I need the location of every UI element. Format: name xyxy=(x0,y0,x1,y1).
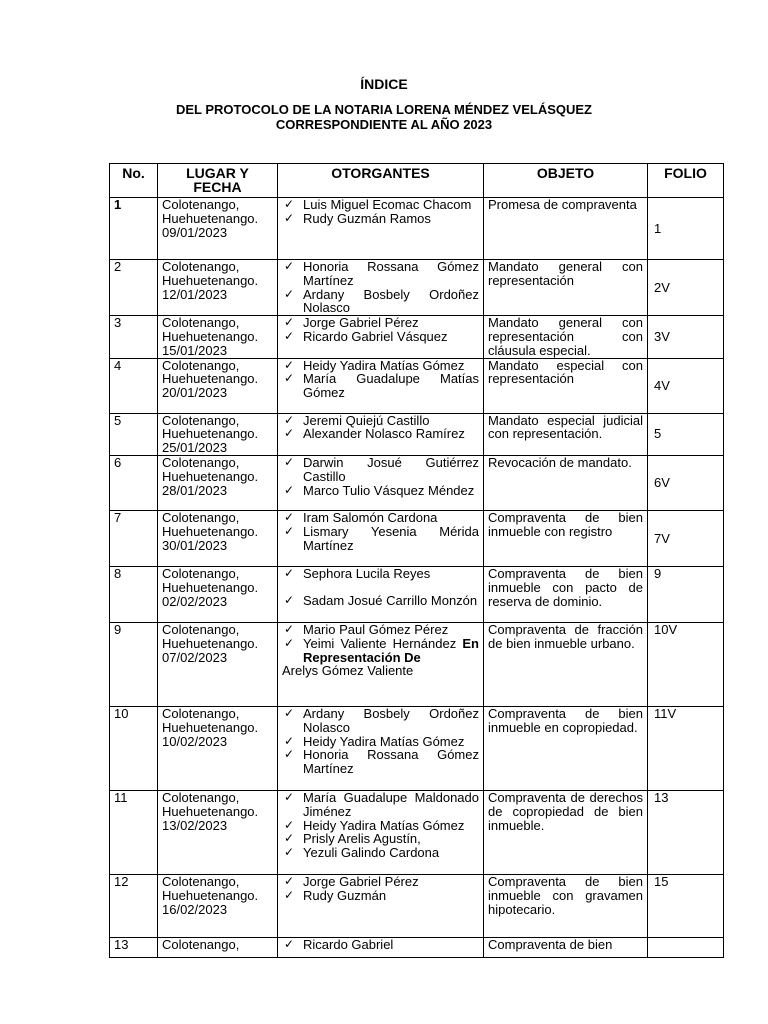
lugar-date: 13/02/2023 xyxy=(162,817,228,833)
table-row xyxy=(110,260,724,316)
cell-folio: 4V xyxy=(648,358,724,413)
checkmark-icon: ✓ xyxy=(284,509,295,524)
cell-lugar-fecha xyxy=(158,937,278,957)
lugar-dept: Huehuetenango. xyxy=(162,887,259,903)
lugar-date: 02/02/2023 xyxy=(162,593,228,609)
cell-folio: 2V xyxy=(648,260,724,316)
lugar-date: 15/01/2023 xyxy=(162,342,228,358)
lugar-place: Colotenango, xyxy=(162,621,240,637)
otorgantes-list xyxy=(282,567,479,608)
otorgante-item xyxy=(282,594,479,608)
otorgante-item xyxy=(282,819,479,833)
checkmark-icon: ✓ xyxy=(284,845,295,860)
otorgante-name: Jeremi Quiejú Castillo xyxy=(303,412,430,428)
checkmark-icon: ✓ xyxy=(284,592,295,607)
checkmark-icon: ✓ xyxy=(284,565,295,580)
otorgante-name: Honoria Rossana Gómez Martínez xyxy=(303,259,479,288)
lugar-dept: Huehuetenango. xyxy=(162,635,259,651)
otorgante-name: Heidy Yadira Matías Gómez xyxy=(303,733,465,749)
otorgante-item xyxy=(282,889,479,903)
document-subtitle xyxy=(0,102,768,132)
document-title: ÍNDICE xyxy=(360,76,408,92)
cell-folio: 3V xyxy=(648,316,724,358)
checkmark-icon: ✓ xyxy=(284,789,295,804)
cell-lugar-fecha xyxy=(158,316,278,358)
checkmark-icon: ✓ xyxy=(284,621,295,636)
cell-lugar-fecha xyxy=(158,260,278,316)
header-no: No. xyxy=(110,164,158,198)
otorgante-item xyxy=(282,198,479,212)
cell-number: 5 xyxy=(110,413,158,455)
checkmark-icon: ✓ xyxy=(284,936,295,951)
lugar-place: Colotenango, xyxy=(162,197,240,212)
otorgante-name: Alexander Nolasco Ramírez xyxy=(303,426,465,442)
cell-lugar-fecha xyxy=(158,874,278,937)
lugar-place: Colotenango, xyxy=(162,412,240,428)
otorgantes-list xyxy=(282,938,479,952)
cell-objeto: Revocación de mandato. xyxy=(484,455,648,510)
otorgante-item xyxy=(282,316,479,330)
cell-folio: 9 xyxy=(648,566,724,622)
cell-objeto: Promesa de compraventa xyxy=(484,198,648,260)
otorgante-name: María Guadalupe Maldonado Jiménez xyxy=(303,789,479,819)
lugar-dept: Huehuetenango. xyxy=(162,328,259,344)
cell-number: 6 xyxy=(110,455,158,510)
subtitle-line-2: CORRESPONDIENTE AL AÑO 2023 xyxy=(275,117,493,132)
otorgante-item xyxy=(282,511,479,525)
checkmark-icon: ✓ xyxy=(284,747,295,762)
table-row xyxy=(110,790,724,874)
table-row xyxy=(110,874,724,937)
cell-folio: 5 xyxy=(648,413,724,455)
otorgante-item xyxy=(282,748,479,776)
lugar-date: 09/01/2023 xyxy=(162,224,228,240)
header-lugar-fecha: LUGAR Y FECHA xyxy=(158,164,278,198)
cell-folio: 6V xyxy=(648,455,724,510)
cell-number: 1 xyxy=(110,198,158,260)
lugar-date: 30/01/2023 xyxy=(162,537,228,553)
lugar-place: Colotenango, xyxy=(162,509,240,525)
cell-otorgantes xyxy=(278,937,484,957)
otorgante-item xyxy=(282,623,479,637)
cell-otorgantes xyxy=(278,198,484,260)
otorgante-name: Heidy Yadira Matías Gómez xyxy=(303,357,465,373)
table-row xyxy=(110,198,724,260)
lugar-dept: Huehuetenango. xyxy=(162,210,259,226)
header-folio: FOLIO xyxy=(648,164,724,198)
lugar-dept: Huehuetenango. xyxy=(162,523,259,539)
checkmark-icon: ✓ xyxy=(284,523,295,538)
lugar-dept: Huehuetenango. xyxy=(162,468,259,484)
cell-objeto: Compraventa de fracción de bien inmueble urbano. xyxy=(484,622,648,706)
cell-otorgantes xyxy=(278,566,484,622)
checkmark-icon: ✓ xyxy=(284,635,295,650)
otorgante-name: Sadam Josué Carrillo Monzón xyxy=(303,592,478,608)
otorgante-item xyxy=(282,414,479,428)
otorgantes-list xyxy=(282,198,479,226)
otorgante-item xyxy=(282,791,479,819)
lugar-date: 12/01/2023 xyxy=(162,286,228,302)
checkmark-icon: ✓ xyxy=(284,371,295,386)
lugar-dept: Huehuetenango. xyxy=(162,803,259,819)
cell-folio xyxy=(648,937,724,957)
lugar-place: Colotenango, xyxy=(162,705,240,721)
table-row xyxy=(110,358,724,413)
cell-otorgantes xyxy=(278,413,484,455)
cell-otorgantes xyxy=(278,790,484,874)
lugar-dept: Huehuetenango. xyxy=(162,426,259,442)
table-row xyxy=(110,510,724,566)
lugar-place: Colotenango, xyxy=(162,315,240,331)
otorgantes-list xyxy=(282,359,479,400)
otorgante-item xyxy=(282,707,479,735)
checkmark-icon: ✓ xyxy=(284,705,295,720)
table-row xyxy=(110,316,724,358)
cell-number: 3 xyxy=(110,316,158,358)
cell-number: 11 xyxy=(110,790,158,874)
representation-label: En Representación De xyxy=(303,635,479,665)
otorgante-name: María Guadalupe Matías Gómez xyxy=(303,371,479,401)
cell-number: 8 xyxy=(110,566,158,622)
checkmark-icon: ✓ xyxy=(284,482,295,497)
cell-otorgantes xyxy=(278,874,484,937)
header-objeto: OBJETO xyxy=(484,164,648,198)
otorgantes-list xyxy=(282,511,479,552)
lugar-place: Colotenango, xyxy=(162,789,240,805)
checkmark-icon: ✓ xyxy=(284,426,295,441)
cell-lugar-fecha xyxy=(158,358,278,413)
otorgante-item xyxy=(282,484,479,498)
otorgante-item xyxy=(282,846,479,860)
otorgante-item xyxy=(282,288,479,316)
otorgante-name: Ardany Bosbely Ordoñez Nolasco xyxy=(303,705,479,735)
lugar-place: Colotenango, xyxy=(162,936,240,952)
checkmark-icon: ✓ xyxy=(284,286,295,301)
table-row xyxy=(110,455,724,510)
otorgante-item xyxy=(282,456,479,484)
checkmark-icon: ✓ xyxy=(284,328,295,343)
lugar-place: Colotenango, xyxy=(162,565,240,581)
checkmark-icon: ✓ xyxy=(284,357,295,372)
cell-lugar-fecha xyxy=(158,706,278,790)
checkmark-icon: ✓ xyxy=(284,197,295,211)
cell-objeto: Mandato especial con representación xyxy=(484,358,648,413)
otorgante-item xyxy=(282,330,479,344)
checkmark-icon: ✓ xyxy=(284,817,295,832)
otorgantes-list xyxy=(282,316,479,344)
otorgante-name: Mario Paul Gómez Pérez xyxy=(303,621,449,637)
table-row xyxy=(110,706,724,790)
cell-otorgantes xyxy=(278,706,484,790)
cell-lugar-fecha xyxy=(158,622,278,706)
cell-lugar-fecha xyxy=(158,413,278,455)
otorgante-name: Prisly Arelis Agustín, xyxy=(303,831,421,847)
cell-objeto: Compraventa de bien inmueble con gravamen hipotecario. xyxy=(484,874,648,937)
lugar-place: Colotenango, xyxy=(162,454,240,470)
table-header-row xyxy=(110,164,724,198)
checkmark-icon: ✓ xyxy=(284,315,295,330)
otorgante-name: Jorge Gabriel Pérez xyxy=(303,315,419,331)
lugar-date: 10/02/2023 xyxy=(162,733,228,749)
cell-folio: 1 xyxy=(648,198,724,260)
cell-otorgantes xyxy=(278,622,484,706)
otorgante-name: Lismary Yesenia Mérida Martínez xyxy=(303,523,479,553)
checkmark-icon: ✓ xyxy=(284,210,295,225)
otorgante-item xyxy=(282,359,479,373)
otorgante-item xyxy=(282,637,479,678)
cell-objeto: Compraventa de bien inmueble con registro xyxy=(484,510,648,566)
lugar-place: Colotenango, xyxy=(162,873,240,889)
otorgantes-list xyxy=(282,875,479,903)
cell-objeto: Mandato general con representación xyxy=(484,260,648,316)
checkmark-icon: ✓ xyxy=(284,454,295,469)
cell-otorgantes xyxy=(278,260,484,316)
cell-objeto: Compraventa de derechos de copropiedad de bien inmueble. xyxy=(484,790,648,874)
cell-otorgantes xyxy=(278,455,484,510)
checkmark-icon: ✓ xyxy=(284,412,295,427)
lugar-place: Colotenango, xyxy=(162,259,240,274)
cell-objeto: Compraventa de bien inmueble en copropiedad. xyxy=(484,706,648,790)
otorgante-name: Yezuli Galindo Cardona xyxy=(303,845,440,861)
cell-number: 9 xyxy=(110,622,158,706)
cell-folio: 13 xyxy=(648,790,724,874)
lugar-date: 28/01/2023 xyxy=(162,482,228,498)
protocol-index-table xyxy=(109,163,724,958)
otorgantes-list xyxy=(282,414,479,442)
checkmark-icon: ✓ xyxy=(284,887,295,902)
otorgantes-list xyxy=(282,791,479,860)
otorgante-item xyxy=(282,525,479,553)
represented-party: Arelys Gómez Valiente xyxy=(282,663,414,679)
lugar-dept: Huehuetenango. xyxy=(162,371,259,387)
otorgantes-list xyxy=(282,456,479,497)
table-row xyxy=(110,622,724,706)
cell-number: 10 xyxy=(110,706,158,790)
otorgante-item xyxy=(282,372,479,400)
otorgante-item xyxy=(282,260,479,288)
lugar-date: 20/01/2023 xyxy=(162,385,228,401)
otorgante-name: Ricardo Gabriel Vásquez xyxy=(303,328,448,344)
lugar-place: Colotenango, xyxy=(162,357,240,373)
lugar-date: 25/01/2023 xyxy=(162,440,228,456)
otorgante-item xyxy=(282,938,479,952)
otorgante-name: Heidy Yadira Matías Gómez xyxy=(303,817,465,833)
otorgante-name: Jorge Gabriel Pérez xyxy=(303,873,419,889)
subtitle-line-1: DEL PROTOCOLO DE LA NOTARIA LORENA MÉNDEZ VELÁSQUEZ xyxy=(175,102,592,117)
cell-lugar-fecha xyxy=(158,790,278,874)
cell-otorgantes xyxy=(278,358,484,413)
cell-otorgantes xyxy=(278,510,484,566)
cell-lugar-fecha xyxy=(158,510,278,566)
cell-lugar-fecha xyxy=(158,198,278,260)
checkmark-icon: ✓ xyxy=(284,733,295,748)
otorgante-item xyxy=(282,735,479,749)
lugar-dept: Huehuetenango. xyxy=(162,719,259,735)
otorgante-name: Iram Salomón Cardona xyxy=(303,509,438,525)
checkmark-icon: ✓ xyxy=(284,873,295,888)
checkmark-icon: ✓ xyxy=(284,259,295,273)
cell-number: 7 xyxy=(110,510,158,566)
otorgante-item xyxy=(282,567,479,581)
cell-folio: 10V xyxy=(648,622,724,706)
cell-lugar-fecha xyxy=(158,566,278,622)
otorgante-name: Ardany Bosbely Ordoñez Nolasco xyxy=(303,286,479,316)
otorgante-item xyxy=(282,832,479,846)
cell-number: 2 xyxy=(110,260,158,316)
otorgantes-list xyxy=(282,623,479,678)
cell-objeto: Mandato general con representación con cláusula especial. xyxy=(484,316,648,358)
otorgante-name: Honoria Rossana Gómez Martínez xyxy=(303,747,479,777)
cell-number: 4 xyxy=(110,358,158,413)
otorgante-name: Ricardo Gabriel xyxy=(303,936,394,952)
otorgante-name: Darwin Josué Gutiérrez Castillo xyxy=(303,454,479,484)
cell-objeto: Compraventa de bien xyxy=(484,937,648,957)
cell-number: 12 xyxy=(110,874,158,937)
cell-otorgantes xyxy=(278,316,484,358)
otorgante-name: Rudy Guzmán xyxy=(303,887,387,903)
table-row xyxy=(110,413,724,455)
cell-folio: 15 xyxy=(648,874,724,937)
otorgante-item xyxy=(282,427,479,441)
cell-number: 13 xyxy=(110,937,158,957)
cell-folio: 11V xyxy=(648,706,724,790)
otorgante-item xyxy=(282,875,479,889)
otorgante-name: Sephora Lucila Reyes xyxy=(303,565,431,581)
otorgante-name: Luis Miguel Ecomac Chacom xyxy=(303,197,472,212)
lugar-date: 16/02/2023 xyxy=(162,901,228,917)
table-row xyxy=(110,566,724,622)
cell-lugar-fecha xyxy=(158,455,278,510)
otorgante-name: Marco Tulio Vásquez Méndez xyxy=(303,482,475,498)
otorgante-name: Rudy Guzmán Ramos xyxy=(303,210,431,226)
cell-objeto: Mandato especial judicial con representación. xyxy=(484,413,648,455)
lugar-dept: Huehuetenango. xyxy=(162,272,259,288)
table-row xyxy=(110,937,724,957)
checkmark-icon: ✓ xyxy=(284,831,295,846)
cell-objeto: Compraventa de bien inmueble con pacto de reserva de dominio. xyxy=(484,566,648,622)
otorgantes-list xyxy=(282,260,479,315)
lugar-dept: Huehuetenango. xyxy=(162,579,259,595)
cell-folio: 7V xyxy=(648,510,724,566)
otorgante-name: Yeimi Valiente Hernández xyxy=(303,635,457,651)
otorgantes-list xyxy=(282,707,479,776)
lugar-date: 07/02/2023 xyxy=(162,649,228,665)
otorgante-item xyxy=(282,212,479,226)
header-otorgantes: OTORGANTES xyxy=(278,164,484,198)
